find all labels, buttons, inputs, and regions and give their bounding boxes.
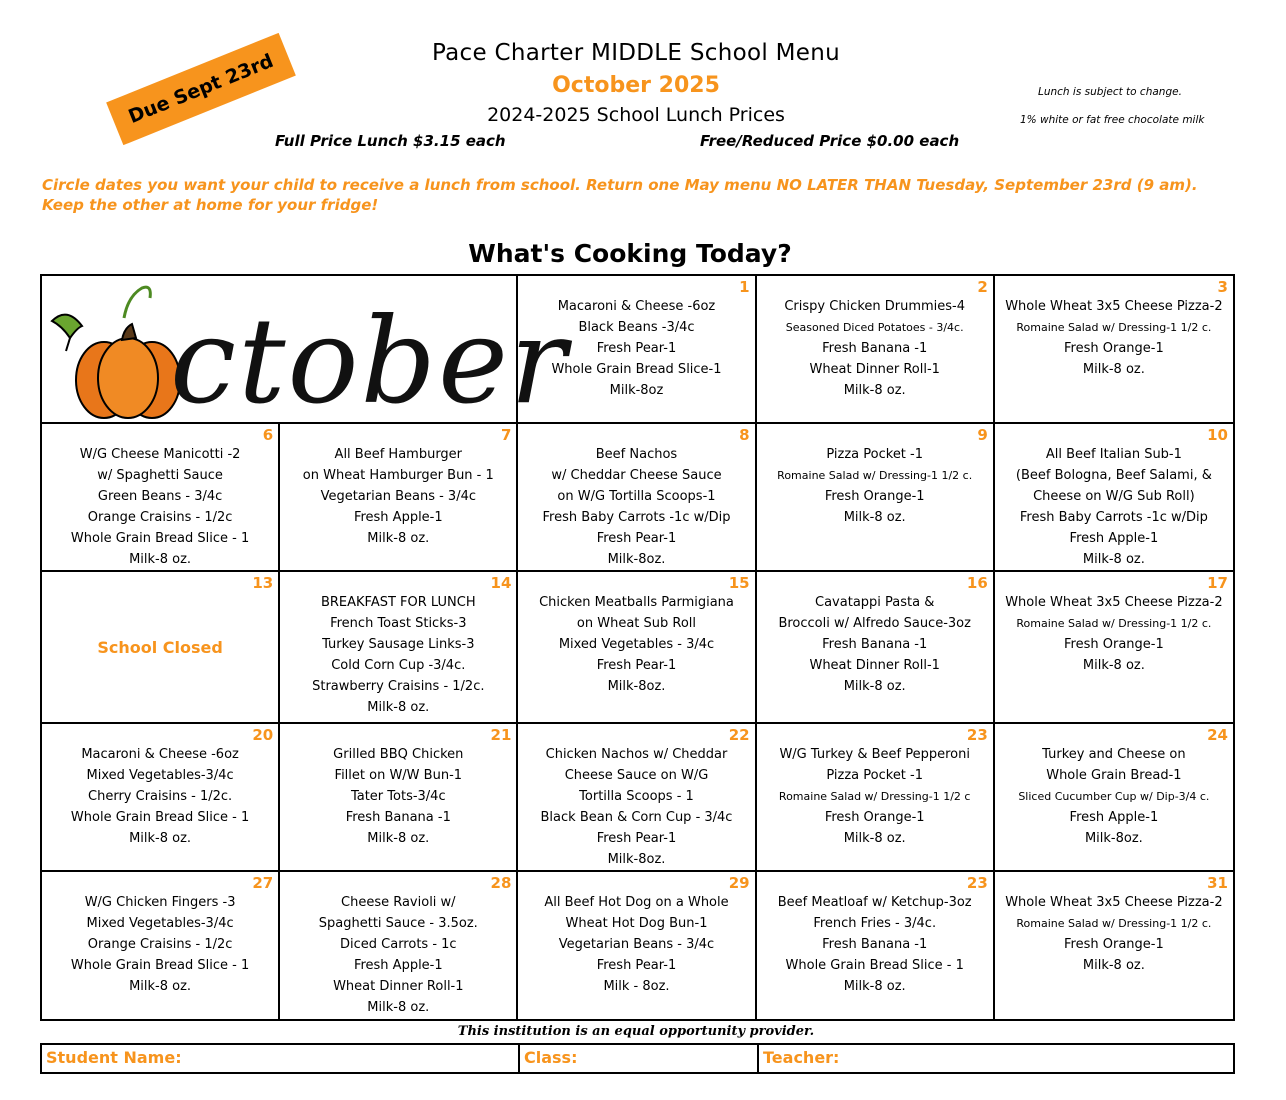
menu-item: on Wheat Hamburger Bun - 1 bbox=[302, 468, 494, 483]
day-cell[interactable] bbox=[757, 724, 995, 872]
menu-item: Green Beans - 3/4c bbox=[97, 489, 223, 504]
day-cell[interactable] bbox=[280, 424, 518, 572]
menu-item: All Beef Italian Sub-1 bbox=[1045, 447, 1182, 462]
day-number: 10 bbox=[1207, 426, 1228, 444]
menu-item: Pizza Pocket -1 bbox=[826, 447, 924, 462]
menu-item: Whole Wheat 3x5 Cheese Pizza-2 bbox=[1005, 299, 1223, 314]
menu-month: October 2025 bbox=[552, 73, 720, 98]
school-closed-label: School Closed bbox=[97, 638, 223, 657]
menu-item: Whole Wheat 3x5 Cheese Pizza-2 bbox=[1005, 595, 1223, 610]
menu-item: Fillet on W/W Bun-1 bbox=[334, 768, 463, 783]
menu-item: Whole Grain Bread Slice-1 bbox=[551, 362, 722, 377]
menu-item: Tortilla Scoops - 1 bbox=[579, 789, 694, 804]
instructions: Circle dates you want your child to receive a lunch from school. Return one May menu NO LATER THAN Tuesday, September 23rd (9 am). Keep the other at home for your fridge! bbox=[42, 176, 1198, 214]
menu-item: Wheat Dinner Roll-1 bbox=[333, 979, 464, 994]
menu-item: Pizza Pocket -1 bbox=[826, 768, 924, 783]
day-number: 7 bbox=[500, 426, 512, 444]
menu-item: Wheat Dinner Roll-1 bbox=[809, 362, 940, 377]
menu-item: Chicken Meatballs Parmigiana bbox=[539, 595, 734, 610]
menu-item: Fresh Orange-1 bbox=[824, 810, 925, 825]
day-cell[interactable] bbox=[280, 572, 518, 724]
menu-item: Romaine Salad w/ Dressing-1 1/2 c. bbox=[777, 469, 973, 482]
menu-item: Milk-8 oz. bbox=[129, 979, 192, 994]
menu-item: Milk-8 oz. bbox=[1082, 958, 1145, 973]
class-field[interactable]: Class: bbox=[520, 1045, 759, 1072]
menu-item: Fresh Pear-1 bbox=[596, 658, 677, 673]
day-cell[interactable] bbox=[42, 572, 280, 724]
menu-item: Strawberry Craisins - 1/2c. bbox=[312, 679, 485, 694]
menu-item: Fresh Apple-1 bbox=[353, 958, 443, 973]
day-number: 29 bbox=[728, 874, 750, 892]
menu-item: Cherry Craisins - 1/2c. bbox=[88, 789, 233, 804]
menu-item: w/ Spaghetti Sauce bbox=[97, 468, 223, 483]
menu-item: Cold Corn Cup -3/4c. bbox=[331, 658, 466, 673]
menu-item: Milk-8 oz. bbox=[843, 383, 906, 398]
menu-item: on Wheat Sub Roll bbox=[576, 616, 697, 631]
menu-item: Milk-8oz. bbox=[1084, 831, 1143, 846]
menu-item: Fresh Baby Carrots -1c w/Dip bbox=[542, 510, 731, 525]
menu-item: Romaine Salad w/ Dressing-1 1/2 c. bbox=[1016, 321, 1212, 334]
menu-item: Milk-8 oz. bbox=[843, 831, 906, 846]
menu-item: Fresh Pear-1 bbox=[596, 341, 677, 356]
menu-item: Milk-8 oz. bbox=[1082, 552, 1145, 567]
menu-item: Turkey and Cheese on bbox=[1042, 747, 1186, 762]
menu-item: Milk-8 oz. bbox=[843, 979, 906, 994]
menu-item: Fresh Pear-1 bbox=[596, 531, 677, 546]
menu-item: Fresh Orange-1 bbox=[824, 489, 925, 504]
menu-item: W/G Cheese Manicotti -2 bbox=[79, 447, 241, 462]
menu-item: Fresh Banana -1 bbox=[822, 341, 928, 356]
menu-item: Fresh Apple-1 bbox=[1069, 810, 1159, 825]
cooking-title: What's Cooking Today? bbox=[468, 239, 792, 268]
day-number: 13 bbox=[252, 574, 274, 592]
day-number: 8 bbox=[739, 426, 750, 444]
pumpkin-icon bbox=[42, 276, 569, 430]
menu-item: Mixed Vegetables - 3/4c bbox=[558, 637, 715, 652]
menu-item: Whole Grain Bread-1 bbox=[1046, 768, 1182, 783]
day-cell[interactable] bbox=[995, 872, 1233, 1019]
menu-item: All Beef Hot Dog on a Whole bbox=[544, 895, 729, 910]
menu-item: Romaine Salad w/ Dressing-1 1/2 c bbox=[778, 790, 971, 803]
menu-item: Milk-8 oz. bbox=[129, 552, 192, 567]
menu-item: Milk-8 oz. bbox=[1082, 658, 1145, 673]
day-number: 9 bbox=[977, 426, 988, 444]
menu-item: Milk-8 oz. bbox=[367, 700, 430, 715]
day-number: 23 bbox=[966, 874, 988, 892]
menu-item: Tater Tots-3/4c bbox=[350, 789, 446, 804]
day-number: 3 bbox=[1217, 278, 1228, 296]
menu-item: W/G Chicken Fingers -3 bbox=[84, 895, 236, 910]
menu-item: BREAKFAST FOR LUNCH bbox=[320, 595, 476, 610]
due-date-badge: Due Sept 23rd bbox=[106, 33, 296, 145]
day-cell[interactable] bbox=[995, 424, 1233, 572]
menu-item: Milk-8 oz. bbox=[367, 531, 430, 546]
day-number: 17 bbox=[1207, 574, 1228, 592]
day-number: 28 bbox=[490, 874, 512, 892]
day-cell[interactable] bbox=[757, 424, 995, 572]
day-cell[interactable] bbox=[518, 276, 756, 424]
day-number: 15 bbox=[728, 574, 750, 592]
menu-item: Milk-8 oz. bbox=[843, 679, 906, 694]
menu-item: Fresh Orange-1 bbox=[1064, 341, 1164, 356]
menu-item: Mixed Vegetables-3/4c bbox=[86, 768, 234, 783]
menu-item: Milk-8oz. bbox=[607, 552, 666, 567]
menu-item: Fresh Pear-1 bbox=[596, 831, 677, 846]
menu-item: French Fries - 3/4c. bbox=[813, 916, 937, 931]
menu-item: Beef Nachos bbox=[595, 447, 678, 462]
menu-item: Vegetarian Beans - 3/4c bbox=[320, 489, 476, 504]
menu-item: Fresh Banana -1 bbox=[345, 810, 451, 825]
day-number: 21 bbox=[490, 726, 512, 744]
day-number: 14 bbox=[490, 574, 512, 592]
menu-item: Macaroni & Cheese -6oz bbox=[81, 747, 239, 762]
menu-item: Broccoli w/ Alfredo Sauce-3oz bbox=[778, 616, 971, 631]
day-cell[interactable] bbox=[995, 724, 1233, 872]
menu-item: Milk-8oz. bbox=[607, 852, 666, 867]
menu-item: Wheat Hot Dog Bun-1 bbox=[565, 916, 708, 931]
day-cell[interactable] bbox=[518, 872, 756, 1019]
menu-item: Fresh Orange-1 bbox=[1064, 637, 1164, 652]
menu-item: Fresh Orange-1 bbox=[1064, 937, 1164, 952]
menu-item: Orange Craisins - 1/2c bbox=[87, 510, 233, 525]
menu-item: Wheat Dinner Roll-1 bbox=[809, 658, 940, 673]
menu-item: Milk-8 oz. bbox=[367, 831, 430, 846]
menu-item: Romaine Salad w/ Dressing-1 1/2 c. bbox=[1016, 617, 1212, 630]
day-cell[interactable] bbox=[518, 724, 756, 872]
day-cell[interactable] bbox=[280, 872, 518, 1019]
menu-item: Whole Grain Bread Slice - 1 bbox=[785, 958, 964, 973]
menu-item: on W/G Tortilla Scoops-1 bbox=[557, 489, 716, 504]
day-cell[interactable] bbox=[757, 572, 995, 724]
day-number: 2 bbox=[977, 278, 988, 296]
menu-calendar bbox=[40, 274, 1235, 1021]
menu-item: Cavatappi Pasta & bbox=[815, 595, 935, 610]
equal-opportunity-statement: This institution is an equal opportunity provider. bbox=[457, 1024, 815, 1039]
day-number: 16 bbox=[966, 574, 988, 592]
menu-item: Whole Grain Bread Slice - 1 bbox=[70, 958, 250, 973]
menu-item: Orange Craisins - 1/2c bbox=[87, 937, 233, 952]
day-number: 1 bbox=[739, 278, 750, 296]
menu-item: Turkey Sausage Links-3 bbox=[322, 637, 475, 652]
menu-item: W/G Turkey & Beef Pepperoni bbox=[779, 747, 970, 762]
day-cell[interactable] bbox=[757, 276, 995, 424]
menu-item: Seasoned Diced Potatoes - 3/4c. bbox=[785, 321, 964, 334]
menu-title: Pace Charter MIDDLE School Menu bbox=[432, 40, 840, 66]
student-name-field[interactable]: Student Name: bbox=[42, 1045, 520, 1072]
prices-heading: 2024-2025 School Lunch Prices bbox=[487, 104, 785, 126]
menu-item: Romaine Salad w/ Dressing-1 1/2 c. bbox=[1016, 917, 1212, 930]
milk-note: 1% white or fat free chocolate milk bbox=[1020, 114, 1205, 126]
menu-item: Diced Carrots - 1c bbox=[340, 937, 457, 952]
menu-item: Milk - 8oz. bbox=[603, 979, 670, 994]
menu-item: All Beef Hamburger bbox=[334, 447, 463, 462]
menu-item: Whole Grain Bread Slice - 1 bbox=[70, 810, 250, 825]
menu-item: Milk-8oz. bbox=[607, 679, 666, 694]
day-cell[interactable] bbox=[280, 724, 518, 872]
menu-item: Whole Grain Bread Slice - 1 bbox=[70, 531, 250, 546]
menu-item: Beef Meatloaf w/ Ketchup-3oz bbox=[777, 895, 972, 910]
menu-item: Fresh Baby Carrots -1c w/Dip bbox=[1019, 510, 1208, 525]
menu-item: Milk-8 oz. bbox=[1082, 362, 1145, 377]
day-number: 6 bbox=[262, 426, 274, 444]
menu-item: Cheese Sauce on W/G bbox=[564, 768, 709, 783]
menu-item: Milk-8 oz. bbox=[843, 510, 906, 525]
menu-item: Milk-8oz bbox=[609, 383, 664, 398]
day-cell[interactable] bbox=[995, 572, 1233, 724]
menu-item: Grilled BBQ Chicken bbox=[333, 747, 464, 762]
day-number: 27 bbox=[252, 874, 274, 892]
day-cell[interactable] bbox=[518, 424, 756, 572]
menu-item: Fresh Banana -1 bbox=[822, 637, 928, 652]
menu-item: Cheese Ravioli w/ bbox=[341, 895, 456, 910]
menu-item: Sliced Cucumber Cup w/ Dip-3/4 c. bbox=[1018, 790, 1210, 803]
svg-text:ctober: ctober bbox=[170, 292, 569, 430]
day-number: 24 bbox=[1207, 726, 1228, 744]
menu-item: Macaroni & Cheese -6oz bbox=[557, 299, 716, 314]
menu-item: Crispy Chicken Drummies-4 bbox=[784, 299, 966, 314]
menu-item: Whole Wheat 3x5 Cheese Pizza-2 bbox=[1005, 895, 1223, 910]
day-cell[interactable] bbox=[42, 724, 280, 872]
full-price: Full Price Lunch $3.15 each bbox=[275, 132, 506, 150]
day-number: 22 bbox=[728, 726, 750, 744]
day-cell[interactable] bbox=[995, 276, 1233, 424]
menu-item: Milk-8 oz. bbox=[367, 1000, 430, 1015]
menu-item: Fresh Apple-1 bbox=[1069, 531, 1159, 546]
menu-item: Milk-8 oz. bbox=[129, 831, 192, 846]
menu-item: Mixed Vegetables-3/4c bbox=[86, 916, 234, 931]
menu-item: Vegetarian Beans - 3/4c bbox=[558, 937, 715, 952]
menu-item: Chicken Nachos w/ Cheddar bbox=[545, 747, 728, 762]
october-banner bbox=[42, 276, 569, 430]
change-note: Lunch is subject to change. bbox=[1038, 86, 1182, 98]
menu-item: w/ Cheddar Cheese Sauce bbox=[551, 468, 722, 483]
free-reduced-price: Free/Reduced Price $0.00 each bbox=[700, 132, 960, 150]
day-number: 31 bbox=[1207, 874, 1228, 892]
menu-item: Fresh Pear-1 bbox=[596, 958, 677, 973]
day-cell[interactable] bbox=[518, 572, 756, 724]
student-info-form bbox=[40, 1043, 1235, 1074]
teacher-field[interactable]: Teacher: bbox=[763, 1048, 840, 1067]
menu-item: Fresh Apple-1 bbox=[353, 510, 443, 525]
day-cell[interactable] bbox=[757, 872, 995, 1019]
menu-item: Cheese on W/G Sub Roll) bbox=[1033, 489, 1195, 504]
menu-item: Fresh Banana -1 bbox=[822, 937, 928, 952]
menu-item: French Toast Sticks-3 bbox=[330, 616, 467, 631]
menu-item: Black Bean & Corn Cup - 3/4c bbox=[540, 810, 733, 825]
day-number: 23 bbox=[966, 726, 988, 744]
menu-item: Black Beans -3/4c bbox=[578, 320, 695, 335]
menu-item: (Beef Bologna, Beef Salami, & bbox=[1015, 468, 1212, 483]
day-cell[interactable] bbox=[42, 424, 280, 572]
menu-item: Spaghetti Sauce - 3.5oz. bbox=[318, 916, 478, 931]
day-cell[interactable] bbox=[42, 872, 280, 1019]
day-number: 20 bbox=[252, 726, 274, 744]
